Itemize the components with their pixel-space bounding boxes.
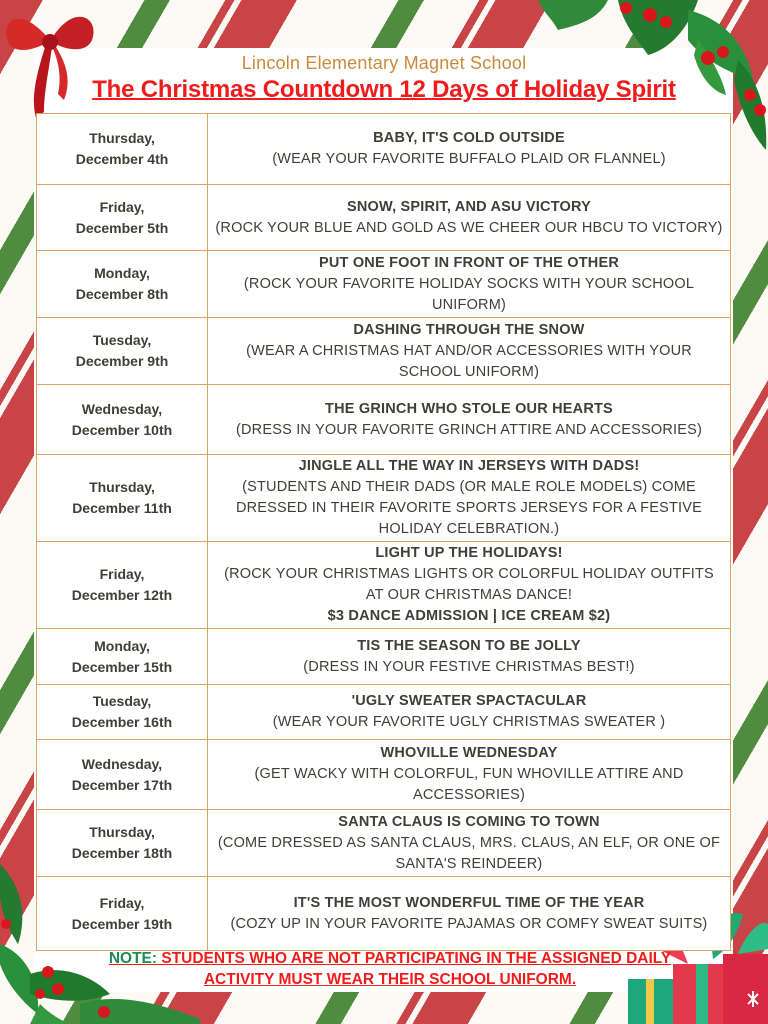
table-row [37, 542, 731, 629]
weekday: Thursday, [89, 130, 155, 146]
weekday: Monday, [94, 265, 150, 281]
activity-title: BABY, IT'S COLD OUTSIDE [373, 130, 565, 146]
activity-description: (ROCK YOUR BLUE AND GOLD AS WE CHEER OUR HBCU TO VICTORY) [215, 219, 723, 236]
page-title: The Christmas Countdown 12 Days of Holiday Spirit [92, 76, 676, 103]
table-row [37, 114, 731, 185]
activity-cell [208, 740, 731, 810]
note-label: NOTE: [108, 950, 158, 967]
table-row [37, 318, 731, 385]
table-row [37, 629, 731, 685]
weekday: Thursday, [89, 479, 155, 495]
table-row [37, 685, 731, 740]
activity-cell [208, 455, 731, 542]
table-row [37, 251, 731, 318]
day-cell [37, 385, 208, 455]
day-cell [37, 542, 208, 629]
activity-title: WHOVILLE WEDNESDAY [380, 745, 558, 761]
weekday: Wednesday, [81, 755, 163, 772]
activity-cell [208, 877, 731, 951]
day-cell [37, 685, 208, 740]
date: December 9th [75, 353, 169, 369]
activity-cell [208, 385, 731, 455]
table-row [37, 185, 731, 251]
weekday: Wednesday, [81, 400, 163, 417]
date: December 16th [71, 714, 173, 730]
activity-description: (STUDENTS AND THEIR DADS (OR MALE ROLE MODELS) COME DRESSED IN THEIR FAVORITE SPORTS JERSEYS FOR A FESTIVE HOLIDAY CELEBRATION.) [235, 479, 703, 537]
activity-description: (COME DRESSED AS SANTA CLAUS, MRS. CLAUS, AN ELF, OR ONE OF SANTA'S REINDEER) [217, 834, 721, 872]
activity-description: (WEAR YOUR FAVORITE UGLY CHRISTMAS SWEATER ) [272, 714, 666, 730]
weekday: Monday, [94, 637, 150, 654]
activity-cell [208, 318, 731, 385]
date: December 11th [72, 500, 172, 516]
activity-cell [208, 114, 731, 185]
day-cell [37, 629, 208, 685]
activity-description: (COZY UP IN YOUR FAVORITE PAJAMAS OR COMFY SWEAT SUITS) [230, 915, 708, 932]
table-row [37, 810, 731, 877]
day-cell [37, 185, 208, 251]
weekday: Thursday, [89, 824, 155, 840]
activity-cell [208, 810, 731, 877]
day-cell [37, 810, 208, 877]
activity-description: (ROCK YOUR FAVORITE HOLIDAY SOCKS WITH YOUR SCHOOL UNIFORM) [243, 275, 695, 313]
weekday: Friday, [99, 566, 145, 582]
date: December 8th [75, 286, 169, 302]
activity-description: (WEAR A CHRISTMAS HAT AND/OR ACCESSORIES WITH YOUR SCHOOL UNIFORM) [246, 342, 692, 380]
activity-description: (WEAR YOUR FAVORITE BUFFALO PLAID OR FLANNEL) [272, 151, 666, 167]
weekday: Friday, [99, 198, 145, 215]
day-cell [37, 251, 208, 318]
activity-description: (GET WACKY WITH COLORFUL, FUN WHOVILLE ATTIRE AND ACCESSORIES) [254, 766, 684, 803]
activity-description: (DRESS IN YOUR FAVORITE GRINCH ATTIRE AND ACCESSORIES) [235, 421, 702, 438]
activity-title: THE GRINCH WHO STOLE OUR HEARTS [325, 400, 613, 417]
activity-description: (DRESS IN YOUR FESTIVE CHRISTMAS BEST!) [303, 658, 635, 675]
spirit-week-schedule-table [36, 113, 731, 951]
activity-title: IT'S THE MOST WONDERFUL TIME OF THE YEAR [293, 894, 645, 911]
date: December 5th [75, 219, 169, 236]
day-cell [37, 114, 208, 185]
date: December 10th [71, 421, 173, 438]
table-row [37, 877, 731, 951]
date: December 18th [71, 845, 173, 861]
activity-pricing: $3 DANCE ADMISSION | ICE CREAM $2) [327, 608, 611, 624]
day-cell [37, 877, 208, 951]
activity-cell [208, 185, 731, 251]
activity-title: SNOW, SPIRIT, AND ASU VICTORY [346, 198, 591, 215]
weekday: Friday, [99, 894, 145, 911]
table-row [37, 455, 731, 542]
activity-title: PUT ONE FOOT IN FRONT OF THE OTHER [318, 254, 619, 271]
day-cell [37, 318, 208, 385]
school-name: Lincoln Elementary Magnet School [241, 53, 527, 73]
activity-title: DASHING THROUGH THE SNOW [353, 321, 585, 338]
activity-cell [208, 251, 731, 318]
date: December 19th [71, 915, 173, 932]
day-cell [37, 740, 208, 810]
note-text: STUDENTS WHO ARE NOT PARTICIPATING IN THE ASSIGNED DAILY ACTIVITY MUST WEAR THEIR SCHOOL UNIFORM. [161, 950, 672, 988]
activity-cell [208, 542, 731, 629]
uniform-note [80, 948, 700, 990]
activity-cell [208, 629, 731, 685]
weekday: Tuesday, [92, 332, 152, 348]
activity-title: SANTA CLAUS IS COMING TO TOWN [338, 813, 600, 830]
date: December 12th [71, 587, 173, 603]
table-row [37, 740, 731, 810]
date: December 4th [75, 151, 169, 167]
activity-cell [208, 685, 731, 740]
weekday: Tuesday, [92, 693, 152, 709]
table-row [37, 385, 731, 455]
date: December 17th [71, 776, 173, 793]
activity-title: LIGHT UP THE HOLIDAYS! [375, 545, 563, 561]
date: December 15th [71, 658, 173, 675]
day-cell [37, 455, 208, 542]
activity-description: (ROCK YOUR CHRISTMAS LIGHTS OR COLORFUL HOLIDAY OUTFITS AT OUR CHRISTMAS DANCE! [224, 566, 714, 603]
activity-title: JINGLE ALL THE WAY IN JERSEYS WITH DADS! [298, 458, 640, 474]
activity-title: TIS THE SEASON TO BE JOLLY [357, 637, 581, 654]
activity-title: 'UGLY SWEATER SPACTACULAR [351, 693, 587, 709]
